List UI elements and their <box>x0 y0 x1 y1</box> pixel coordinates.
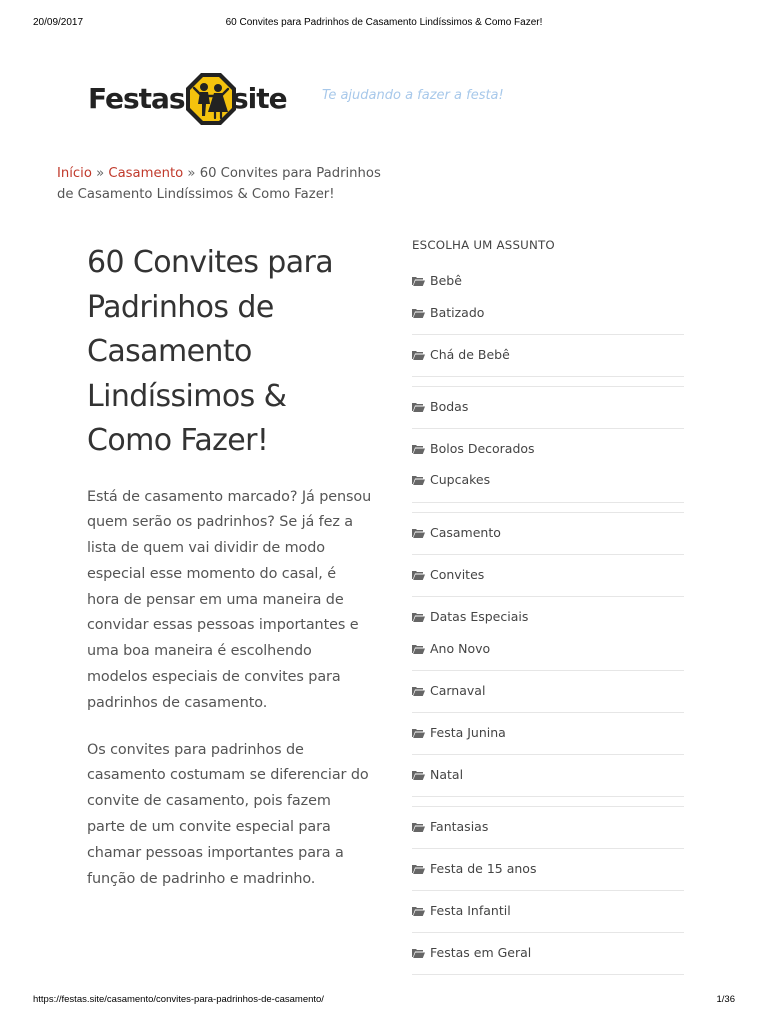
sidebar-item-cupcakes[interactable] <box>412 470 684 490</box>
print-footer <box>0 994 768 1008</box>
print-url: https://festas.site/casamento/convites-para-padrinhos-de-casamento/ <box>33 994 324 1005</box>
divider <box>412 596 684 597</box>
sidebar-item-label: Batizado <box>430 305 485 320</box>
sidebar-item-label: Bolos Decorados <box>430 441 535 456</box>
folder-icon <box>412 770 425 780</box>
article-paragraph: Os convites para padrinhos de casamento costumam se diferenciar do convite de casamento, pois fazem parte de um convite especial para chamar pessoas importantes para a função de padrinho e madrinho. <box>87 741 369 887</box>
sidebar-item-label: Festa de 15 anos <box>430 861 537 876</box>
sidebar-item-label: Festa Infantil <box>430 903 511 918</box>
print-header <box>0 17 768 31</box>
sidebar-item-label: Fantasias <box>430 819 489 834</box>
sidebar-item-label: Datas Especiais <box>430 609 529 624</box>
folder-icon <box>412 728 425 738</box>
divider <box>412 334 684 335</box>
folder-icon <box>412 686 425 696</box>
breadcrumb-separator: » <box>187 166 196 181</box>
sidebar-item-label: Bebê <box>430 273 462 288</box>
sidebar-item-bodas[interactable] <box>412 397 684 417</box>
sidebar-item-fantasias[interactable] <box>412 817 684 837</box>
sidebar-item-label: Natal <box>430 767 464 782</box>
divider <box>412 428 684 429</box>
sidebar-item-batizado[interactable] <box>412 303 684 323</box>
breadcrumb-current: 60 Convites para Padrinhos de Casamento Lindíssimos & Como Fazer! <box>57 166 381 202</box>
sidebar-item-natal[interactable] <box>412 765 684 785</box>
divider <box>412 502 684 503</box>
folder-icon <box>412 444 425 454</box>
folder-icon <box>412 475 425 485</box>
breadcrumb-separator: » <box>96 166 105 181</box>
divider <box>412 512 684 513</box>
folder-icon <box>412 864 425 874</box>
folder-icon <box>412 644 425 654</box>
divider <box>412 754 684 755</box>
divider <box>412 554 684 555</box>
sidebar-item-label: Bodas <box>430 399 469 414</box>
folder-icon <box>412 612 425 622</box>
sidebar-item-cha-de-bebe[interactable] <box>412 345 684 365</box>
sidebar-title: ESCOLHA UM ASSUNTO <box>412 238 555 252</box>
sidebar-item-festa-de-15-anos[interactable] <box>412 859 684 879</box>
folder-icon <box>412 350 425 360</box>
sidebar-item-label: Convites <box>430 567 485 582</box>
sidebar-item-label: Festas em Geral <box>430 945 532 960</box>
sidebar-item-festa-junina[interactable] <box>412 723 684 743</box>
divider <box>412 796 684 797</box>
divider <box>412 806 684 807</box>
folder-icon <box>412 276 425 286</box>
divider <box>412 376 684 377</box>
sidebar-item-casamento[interactable] <box>412 523 684 543</box>
divider <box>412 848 684 849</box>
sidebar-item-label: Ano Novo <box>430 641 491 656</box>
sidebar-item-label: Casamento <box>430 525 501 540</box>
sidebar-item-convites[interactable] <box>412 565 684 585</box>
divider <box>412 974 684 975</box>
folder-icon <box>412 528 425 538</box>
site-tagline: Te ajudando a fazer a festa! <box>322 88 504 103</box>
sidebar-item-label: Chá de Bebê <box>430 347 510 362</box>
breadcrumb-category-link[interactable]: Casamento <box>108 166 184 181</box>
divider <box>412 670 684 671</box>
sidebar-item-carnaval[interactable] <box>412 681 684 701</box>
breadcrumb <box>57 163 387 205</box>
sidebar-item-festa-infantil[interactable] <box>412 901 684 921</box>
sidebar-item-label: Cupcakes <box>430 472 491 487</box>
print-doc-title: 60 Convites para Padrinhos de Casamento Lindíssimos & Como Fazer! <box>225 17 543 28</box>
article-title: 60 Convites para Padrinhos de Casamento Lindíssimos & Como Fazer! <box>87 245 334 458</box>
folder-icon <box>412 948 425 958</box>
article <box>87 241 372 892</box>
folder-icon <box>412 822 425 832</box>
sidebar-item-ano-novo[interactable] <box>412 639 684 659</box>
sidebar-item-datas-especiais[interactable] <box>412 607 684 627</box>
divider <box>412 386 684 387</box>
divider <box>412 712 684 713</box>
breadcrumb-home-link[interactable]: Início <box>57 166 92 181</box>
logo-word-right: site <box>232 82 287 115</box>
folder-icon <box>412 402 425 412</box>
folder-icon <box>412 308 425 318</box>
folder-icon <box>412 906 425 916</box>
sidebar-item-label: Festa Junina <box>430 725 506 740</box>
site-logo[interactable] <box>88 72 300 126</box>
sidebar-item-festas-em-geral[interactable] <box>412 943 684 963</box>
folder-icon <box>412 570 425 580</box>
divider <box>412 932 684 933</box>
sidebar-categories <box>412 236 684 960</box>
print-date: 20/09/2017 <box>33 17 84 28</box>
sidebar-item-bolos-decorados[interactable] <box>412 439 684 459</box>
divider <box>412 890 684 891</box>
sidebar-item-label: Carnaval <box>430 683 486 698</box>
dancing-couple-icon <box>185 72 237 126</box>
logo-word-left: Festas <box>88 82 185 115</box>
print-page-count: 1/36 <box>716 994 735 1005</box>
article-paragraph: Está de casamento marcado? Já pensou quem serão os padrinhos? Se já fez a lista de quem vai dividir de modo especial esse momento do casal, é hora de pensar em uma maneira de convidar essas pessoas importantes e uma boa maneira é escolhendo modelos especiais de convites para padrinhos de casamento. <box>87 488 372 711</box>
sidebar-item-bebe[interactable] <box>412 271 684 291</box>
